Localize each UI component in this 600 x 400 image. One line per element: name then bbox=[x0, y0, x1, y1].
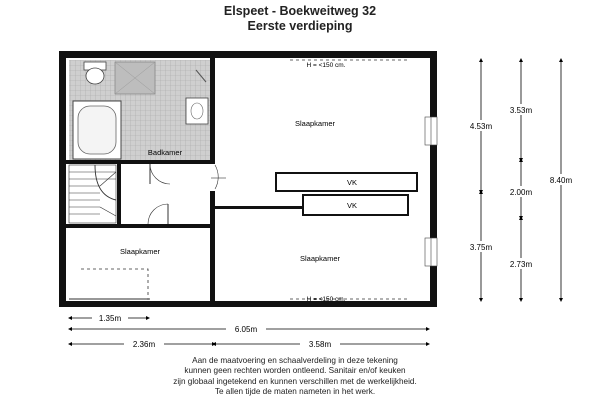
bathtub-icon bbox=[73, 101, 121, 159]
dim-6-05: 6.05m bbox=[234, 325, 258, 334]
height-note-bottom: H = <150 cm. bbox=[306, 296, 346, 303]
sink-icon bbox=[186, 98, 208, 124]
height-note-top: H = <150 cm. bbox=[306, 62, 346, 69]
disclaimer-line: kunnen geen rechten worden ontleend. Sanitair en/of keuken bbox=[184, 366, 406, 376]
dim-8-40: 8.40m bbox=[549, 176, 573, 185]
page-title: Elspeet - Boekweitweg 32 bbox=[223, 4, 377, 18]
room-label-badkamer: Badkamer bbox=[147, 148, 183, 157]
room-label-slaapkamer-left: Slaapkamer bbox=[119, 247, 161, 256]
vk-label-2: VK bbox=[346, 201, 358, 210]
room-label-slaapkamer-top: Slaapkamer bbox=[294, 119, 336, 128]
room-label-slaapkamer-bottom: Slaapkamer bbox=[299, 254, 341, 263]
dim-2-00: 2.00m bbox=[509, 188, 533, 197]
dim-4-53: 4.53m bbox=[469, 122, 493, 131]
disclaimer bbox=[60, 356, 530, 397]
disclaimer-line: zijn globaal ingetekend en kunnen verschillen met de werkelijkheid. bbox=[173, 376, 417, 386]
disclaimer-line: Te allen tijde de maten nameten in het werk. bbox=[214, 386, 376, 396]
dim-1-35: 1.35m bbox=[98, 314, 122, 323]
toilet-icon bbox=[84, 62, 106, 84]
page-subtitle: Eerste verdieping bbox=[247, 19, 353, 33]
dim-3-53: 3.53m bbox=[509, 106, 533, 115]
dim-2-73: 2.73m bbox=[509, 260, 533, 269]
dim-2-36: 2.36m bbox=[132, 340, 156, 349]
dim-3-58: 3.58m bbox=[308, 340, 332, 349]
disclaimer-line: Aan de maatvoering en schaalverdeling in deze tekening bbox=[192, 356, 398, 365]
dim-3-75: 3.75m bbox=[469, 243, 493, 252]
vk-label-1: VK bbox=[346, 178, 358, 187]
